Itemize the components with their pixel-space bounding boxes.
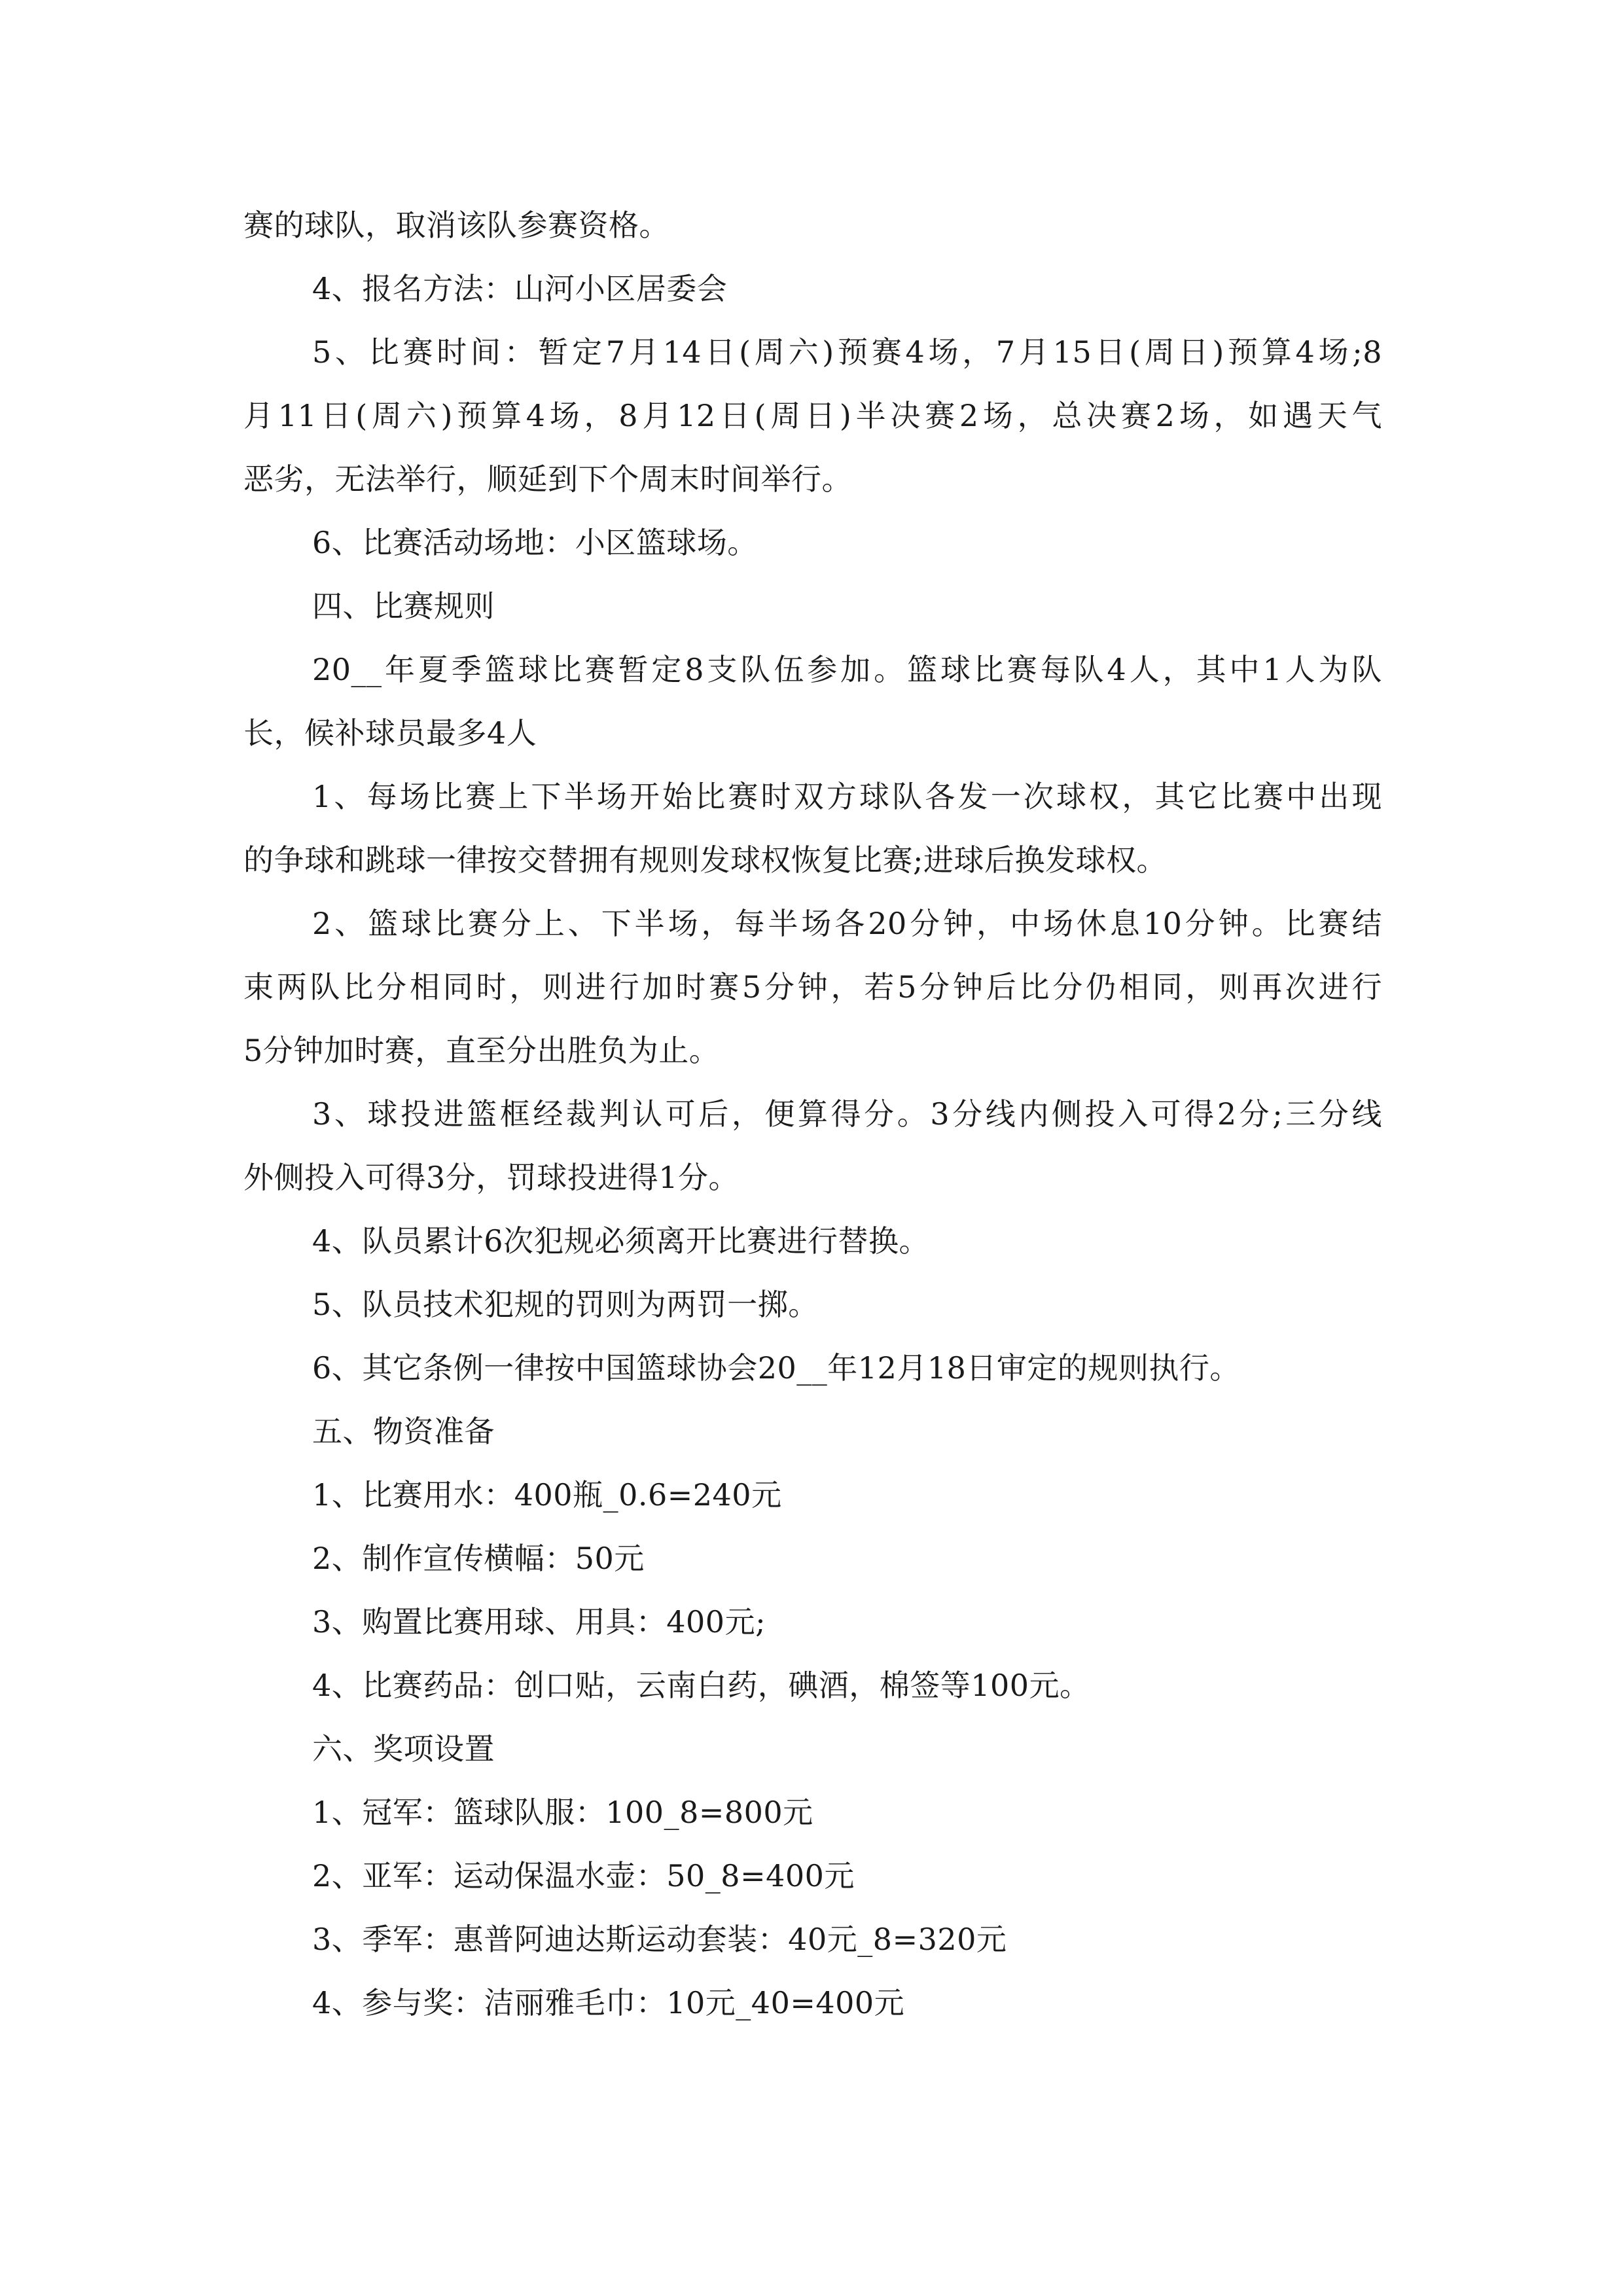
text-line: 1、冠军：篮球队服：100_8=800元	[312, 1795, 813, 1830]
text-line: 3、季军：惠普阿迪达斯运动套装：40元_8=320元	[312, 1922, 1007, 1957]
text-line: 赛的球队，取消该队参赛资格。	[243, 207, 669, 243]
text-line: 恶劣，无法举行，顺延到下个周末时间举行。	[243, 461, 852, 497]
text-line: 外侧投入可得3分，罚球投进得1分。	[243, 1160, 740, 1195]
text-line: 5、比赛时间：暂定7月14日(周六)预赛4场，7月15日(周日)预算4场;8	[312, 334, 1382, 370]
text-line: 2、制作宣传横幅：50元	[312, 1541, 645, 1576]
text-line: 5、队员技术犯规的罚则为两罚一掷。	[312, 1287, 819, 1322]
document-page	[243, 194, 1382, 2035]
text-line: 6、其它条例一律按中国篮球协会20__年12月18日审定的规则执行。	[312, 1350, 1240, 1386]
text-line: 2、篮球比赛分上、下半场，每半场各20分钟，中场休息10分钟。比赛结	[312, 906, 1382, 941]
text-line: 3、购置比赛用球、用具：400元;	[312, 1604, 766, 1640]
section-heading: 四、比赛规则	[312, 588, 495, 624]
text-line: 1、每场比赛上下半场开始比赛时双方球队各发一次球权，其它比赛中出现	[312, 779, 1382, 814]
text-line: 4、报名方法：山河小区居委会	[312, 271, 728, 306]
text-line: 长，候补球员最多4人	[243, 715, 537, 751]
text-line: 6、比赛活动场地：小区篮球场。	[312, 525, 758, 560]
section-heading: 六、奖项设置	[312, 1731, 495, 1767]
text-line: 2、亚军：运动保温水壶：50_8=400元	[312, 1858, 855, 1893]
section-heading: 五、物资准备	[312, 1414, 495, 1449]
text-line: 的争球和跳球一律按交替拥有规则发球权恢复比赛;进球后换发球权。	[243, 842, 1167, 878]
text-line: 月11日(周六)预算4场，8月12日(周日)半决赛2场，总决赛2场，如遇天气	[243, 398, 1382, 433]
text-line: 4、比赛药品：创口贴，云南白药，碘酒，棉签等100元。	[312, 1668, 1090, 1703]
text-line: 1、比赛用水：400瓶_0.6=240元	[312, 1477, 782, 1513]
text-line: 4、参与奖：洁丽雅毛巾：10元_40=400元	[312, 1985, 905, 2020]
text-line: 4、队员累计6次犯规必须离开比赛进行替换。	[312, 1223, 930, 1259]
text-line: 3、球投进篮框经裁判认可后，便算得分。3分线内侧投入可得2分;三分线	[312, 1096, 1382, 1132]
text-line: 束两队比分相同时，则进行加时赛5分钟，若5分钟后比分仍相同，则再次进行	[243, 969, 1382, 1005]
text-line: 5分钟加时赛，直至分出胜负为止。	[243, 1033, 720, 1068]
text-line: 20__年夏季篮球比赛暂定8支队伍参加。篮球比赛每队4人，其中1人为队	[312, 652, 1382, 687]
